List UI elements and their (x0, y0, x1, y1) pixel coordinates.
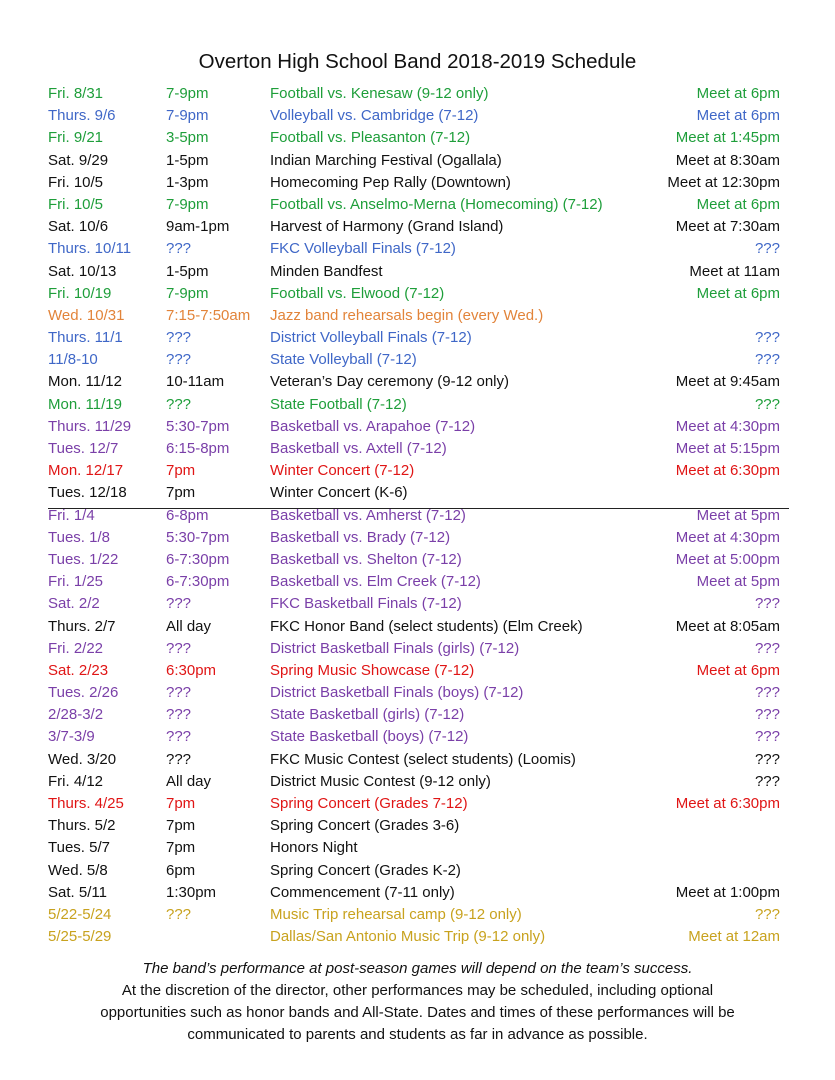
meet-time: Meet at 5:00pm (675, 550, 780, 568)
event-name: District Basketball Finals (girls) (7-12) (270, 639, 520, 657)
event-date: Fri. 4/12 (48, 772, 104, 790)
schedule-table (48, 83, 780, 948)
meet-time: Meet at 4:30pm (675, 417, 780, 435)
event-time: 7:15-7:50am (166, 306, 251, 324)
schedule-row (48, 349, 780, 371)
schedule-row (48, 371, 780, 393)
schedule-row (48, 793, 780, 815)
event-time: ??? (166, 329, 192, 347)
event-name: District Volleyball Finals (7-12) (270, 329, 472, 347)
event-date: Sat. 10/13 (48, 262, 117, 280)
event-date: Wed. 5/8 (48, 861, 108, 879)
schedule-row (48, 904, 780, 926)
event-date: Tues. 2/26 (48, 684, 119, 702)
event-name: Spring Concert (Grades 3-6) (270, 817, 460, 835)
event-date: Thurs. 9/6 (48, 107, 116, 125)
event-date: Sat. 10/6 (48, 218, 109, 236)
schedule-row (48, 638, 780, 660)
event-date: Tues. 12/7 (48, 440, 119, 457)
meet-time: Meet at 9:45am (675, 373, 780, 391)
event-name: Basketball vs. Brady (7-12) (270, 528, 451, 546)
event-date: Mon. 12/17 (48, 462, 124, 480)
event-date: 3/7-3/9 (48, 728, 95, 746)
event-name: Football vs. Kenesaw (9-12 only) (270, 85, 489, 102)
meet-time: Meet at 8:30am (675, 151, 780, 169)
event-time: 6-7:30pm (166, 573, 230, 591)
event-name: Spring Concert (Grades 7-12) (270, 795, 468, 812)
schedule-row (48, 482, 780, 504)
event-time: 7-9pm (166, 195, 209, 213)
event-date: 5/25-5/29 (48, 928, 112, 946)
schedule-row (48, 682, 780, 704)
event-name: State Basketball (boys) (7-12) (270, 728, 469, 746)
event-time: 7pm (166, 462, 196, 480)
event-date: 2/28-3/2 (48, 706, 104, 724)
event-date: 5/22-5/24 (48, 905, 112, 923)
event-time: 6-8pm (166, 506, 209, 524)
event-time: ??? (166, 395, 192, 413)
meet-time: ??? (754, 706, 780, 724)
event-date: Thurs. 11/29 (48, 417, 132, 435)
event-name: Basketball vs. Amherst (7-12) (270, 506, 466, 524)
meet-time: ??? (754, 240, 780, 258)
event-name: Football vs. Elwood (7-12) (270, 284, 445, 302)
schedule-row (48, 704, 780, 726)
meet-time: ??? (754, 595, 780, 613)
event-time: 5:30-7pm (166, 528, 230, 546)
event-date: Wed. 3/20 (48, 750, 117, 768)
schedule-row (48, 394, 780, 416)
page-title: Overton High School Band 2018-2019 Schedule (198, 50, 637, 73)
schedule-row (48, 238, 780, 260)
meet-time: Meet at 6pm (696, 85, 780, 102)
meet-time: ??? (754, 772, 780, 790)
schedule-row (48, 815, 780, 837)
event-time: ??? (166, 351, 192, 369)
schedule-row (48, 771, 780, 793)
event-name: State Football (7-12) (270, 395, 407, 413)
event-date: Fri. 10/5 (48, 173, 104, 191)
event-date: Fri. 10/5 (48, 195, 104, 213)
event-time: 7pm (166, 484, 196, 502)
event-name: Winter Concert (K-6) (270, 484, 408, 502)
event-date: Thurs. 5/2 (48, 817, 116, 835)
event-time: 6-7:30pm (166, 550, 230, 568)
event-time: 1-5pm (166, 262, 209, 280)
event-time: 7pm (166, 839, 196, 857)
event-date: Thurs. 4/25 (48, 795, 124, 812)
event-name: Music Trip rehearsal camp (9-12 only) (270, 905, 522, 923)
meet-time: Meet at 1:00pm (675, 883, 780, 901)
event-name: District Music Contest (9-12 only) (270, 772, 491, 790)
event-name: District Basketball Finals (boys) (7-12) (270, 684, 524, 702)
event-date: Fri. 8/31 (48, 85, 104, 102)
meet-time: Meet at 5pm (696, 573, 780, 591)
meet-time: Meet at 4:30pm (675, 528, 780, 546)
meet-time: Meet at 6:30pm (675, 462, 780, 480)
footer-line-1: At the discretion of the director, other performances may be scheduled, including optional (121, 982, 714, 999)
event-time: 1-3pm (166, 173, 209, 191)
event-time: ??? (166, 728, 192, 746)
event-name: Honors Night (270, 839, 358, 857)
event-time: ??? (166, 750, 192, 768)
meet-time: Meet at 5:15pm (675, 440, 780, 457)
footer-note: The band’s performance at post-season games will depend on the team’s success. (142, 960, 693, 977)
event-time: ??? (166, 639, 192, 657)
event-date: Fri. 1/25 (48, 573, 104, 591)
event-time: 6:30pm (166, 661, 217, 679)
event-date: Sat. 2/2 (48, 595, 100, 613)
event-time: ??? (166, 240, 192, 258)
schedule-row (48, 261, 780, 283)
event-name: Spring Concert (Grades K-2) (270, 861, 461, 879)
schedule-row (48, 860, 780, 882)
event-date: Mon. 11/12 (48, 373, 122, 391)
event-time: 1-5pm (166, 151, 209, 169)
event-date: Mon. 11/19 (48, 395, 122, 413)
event-date: Fri. 1/4 (48, 506, 95, 524)
event-time: 1:30pm (166, 883, 217, 901)
schedule-row (48, 616, 780, 638)
meet-time: ??? (754, 351, 780, 369)
event-time: All day (166, 617, 212, 635)
event-time: 6:15-8pm (166, 440, 230, 457)
event-name: Minden Bandfest (270, 262, 383, 280)
meet-time: Meet at 1:45pm (675, 129, 780, 147)
event-time: ??? (166, 905, 192, 923)
schedule-row (48, 172, 780, 194)
event-name: Basketball vs. Shelton (7-12) (270, 550, 462, 568)
event-name: Basketball vs. Arapahoe (7-12) (270, 417, 476, 435)
event-date: Fri. 9/21 (48, 129, 104, 147)
meet-time: Meet at 7:30am (675, 218, 780, 236)
schedule-row (48, 593, 780, 615)
event-name: Homecoming Pep Rally (Downtown) (270, 173, 511, 191)
event-name: Indian Marching Festival (Ogallala) (270, 151, 502, 169)
schedule-row (48, 194, 780, 216)
schedule-row (48, 150, 780, 172)
meet-time: ??? (754, 905, 780, 923)
schedule-row (48, 416, 780, 438)
event-name: Volleyball vs. Cambridge (7-12) (270, 107, 479, 125)
schedule-row (48, 882, 780, 904)
event-name: FKC Honor Band (select students) (Elm Creek) (270, 617, 583, 635)
meet-time: Meet at 6pm (696, 661, 780, 679)
event-name: Veteran’s Day ceremony (9-12 only) (270, 373, 510, 391)
meet-time: Meet at 11am (689, 262, 780, 280)
semester-divider (48, 508, 789, 509)
schedule-row (48, 216, 780, 238)
event-time: 7pm (166, 817, 196, 835)
schedule-row (48, 305, 780, 327)
event-name: Football vs. Pleasanton (7-12) (270, 129, 471, 147)
event-time: 7pm (166, 795, 196, 812)
footer-line-2: opportunities such as honor bands and All-State. Dates and times of these performances will be (100, 1004, 735, 1021)
event-time: 10-11am (166, 373, 225, 391)
meet-time: Meet at 8:05am (675, 617, 780, 635)
footer-notes (0, 958, 835, 1046)
schedule-row (48, 105, 780, 127)
event-date: Sat. 2/23 (48, 661, 109, 679)
event-name: Commencement (7-11 only) (270, 883, 455, 901)
schedule-row (48, 726, 780, 748)
event-time: 9am-1pm (166, 218, 230, 236)
event-date: Fri. 10/19 (48, 284, 112, 302)
event-name: FKC Volleyball Finals (7-12) (270, 240, 456, 258)
meet-time: Meet at 6pm (696, 107, 780, 125)
event-name: FKC Basketball Finals (7-12) (270, 595, 462, 613)
event-name: Spring Music Showcase (7-12) (270, 661, 475, 679)
event-time: 6pm (166, 861, 196, 879)
schedule-row (48, 926, 780, 948)
schedule-row (48, 127, 780, 149)
event-name: FKC Music Contest (select students) (Loomis) (270, 750, 576, 768)
schedule-row (48, 327, 780, 349)
event-time: ??? (166, 706, 192, 724)
event-date: Thurs. 2/7 (48, 617, 116, 635)
event-name: Jazz band rehearsals begin (every Wed.) (270, 306, 544, 324)
event-date: Wed. 10/31 (48, 306, 125, 324)
event-name: Harvest of Harmony (Grand Island) (270, 218, 504, 236)
event-name: Dallas/San Antonio Music Trip (9-12 only) (270, 928, 546, 946)
event-date: Sat. 5/11 (48, 883, 107, 901)
meet-time: Meet at 5pm (696, 506, 780, 524)
schedule-row (48, 438, 780, 460)
schedule-row (48, 660, 780, 682)
meet-time: Meet at 6pm (696, 195, 780, 213)
event-date: Tues. 5/7 (48, 839, 110, 857)
meet-time: ??? (754, 329, 780, 347)
event-date: Thurs. 11/1 (48, 329, 123, 347)
meet-time: Meet at 12am (688, 928, 780, 946)
event-name: Winter Concert (7-12) (270, 462, 415, 480)
meet-time: Meet at 6:30pm (675, 795, 780, 812)
meet-time: ??? (754, 395, 780, 413)
meet-time: ??? (754, 639, 780, 657)
event-name: State Basketball (girls) (7-12) (270, 706, 465, 724)
schedule-row (48, 549, 780, 571)
event-time: ??? (166, 595, 192, 613)
event-name: State Volleyball (7-12) (270, 351, 417, 369)
event-date: 11/8-10 (48, 351, 98, 369)
event-time: All day (166, 772, 212, 790)
event-time: 5:30-7pm (166, 417, 230, 435)
schedule-row (48, 283, 780, 305)
event-time: 7-9pm (166, 107, 209, 125)
schedule-row (48, 749, 780, 771)
schedule-row (48, 527, 780, 549)
schedule-row (48, 571, 780, 593)
event-time: 3-5pm (166, 129, 209, 147)
meet-time: ??? (754, 728, 780, 746)
schedule-row (48, 837, 780, 859)
event-date: Sat. 9/29 (48, 151, 109, 169)
event-date: Thurs. 10/11 (48, 240, 132, 258)
event-name: Basketball vs. Axtell (7-12) (270, 440, 447, 457)
meet-time: Meet at 12:30pm (667, 173, 780, 191)
event-time: 7-9pm (166, 284, 209, 302)
event-date: Fri. 2/22 (48, 639, 104, 657)
meet-time: ??? (754, 750, 780, 768)
event-date: Tues. 1/22 (48, 550, 119, 568)
footer-line-3: communicated to parents and students as far in advance as possible. (187, 1026, 648, 1043)
event-time: ??? (166, 684, 192, 702)
event-name: Basketball vs. Elm Creek (7-12) (270, 573, 481, 591)
event-date: Tues. 1/8 (48, 528, 110, 546)
meet-time: Meet at 6pm (696, 284, 780, 302)
event-time: 7-9pm (166, 85, 209, 102)
event-name: Football vs. Anselmo-Merna (Homecoming) (7-12) (270, 195, 603, 213)
event-date: Tues. 12/18 (48, 484, 127, 502)
schedule-row (48, 460, 780, 482)
schedule-row (48, 83, 780, 105)
meet-time: ??? (754, 684, 780, 702)
